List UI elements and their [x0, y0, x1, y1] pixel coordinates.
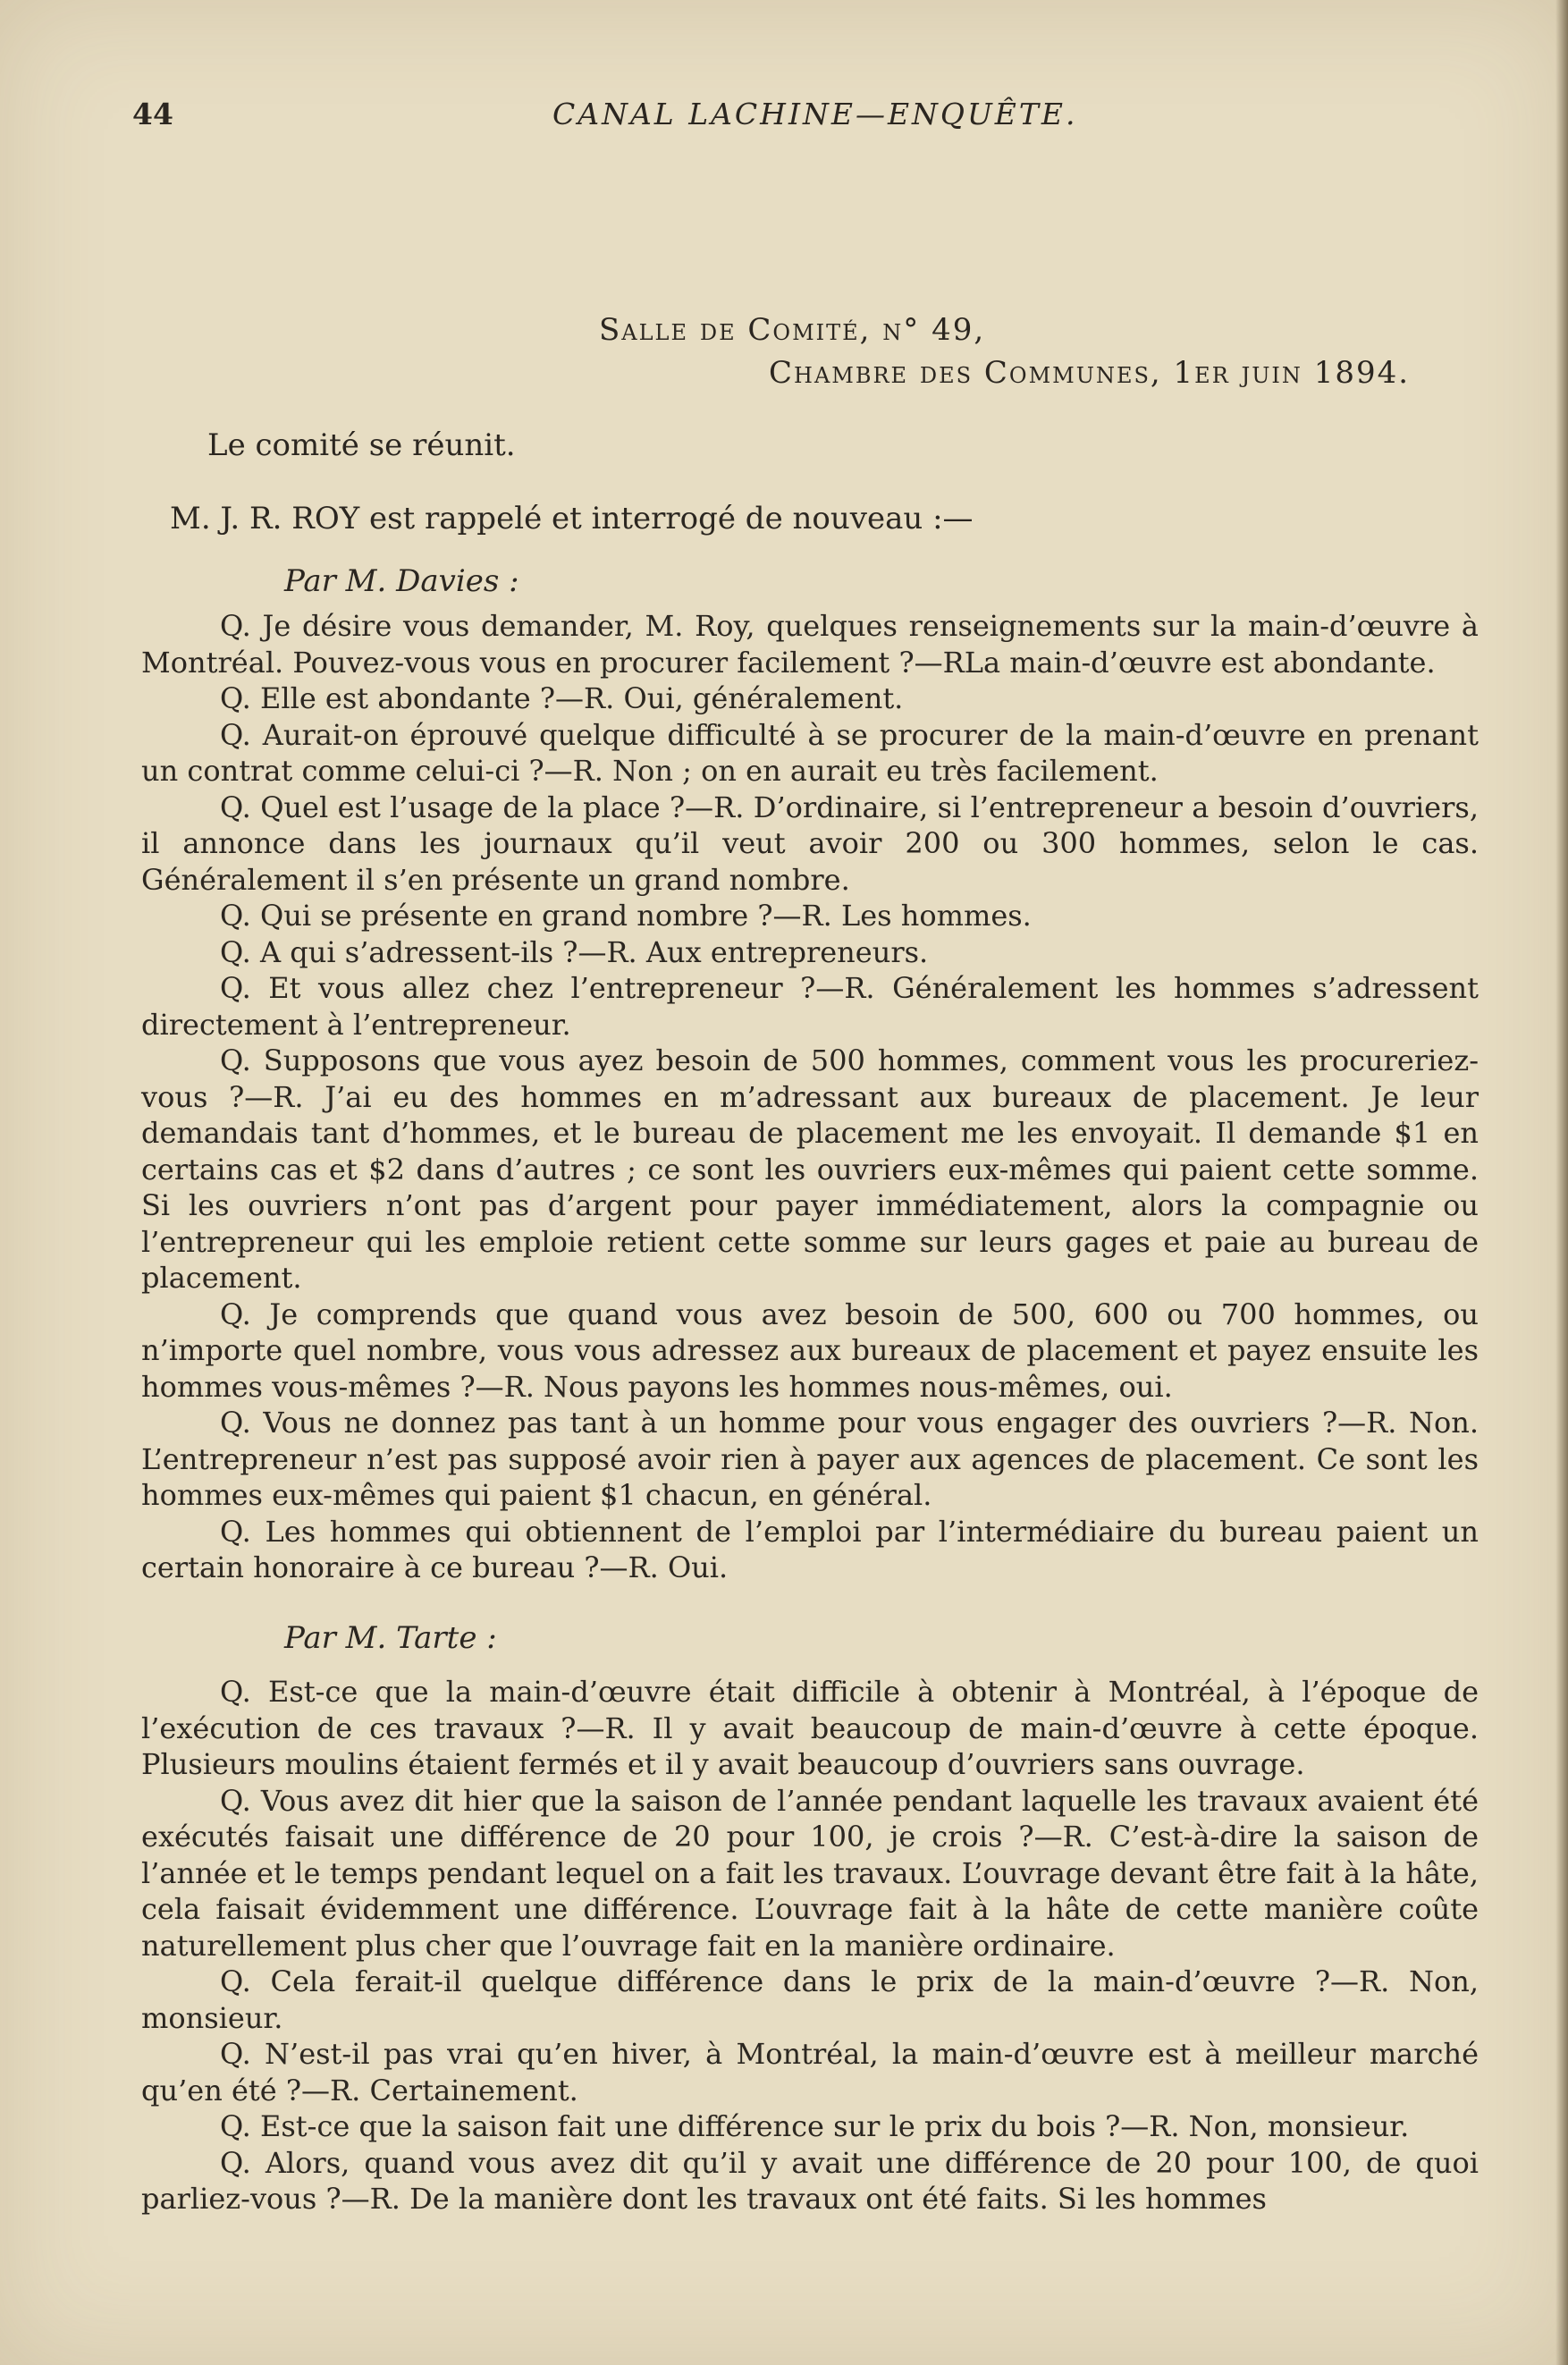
qa-paragraph: Q. Quel est l’usage de la place ?—R. D’ordinaire, si l’entrepreneur a besoin d’ouvriers, il annonce dans les journaux qu’il veut avoir 200 ou 300 hommes, selon le cas. Généralement il s’en présente un grand nombre. [141, 790, 1479, 897]
qa-paragraph: Q. Qui se présente en grand nombre ?—R. Les hommes. [220, 899, 1032, 933]
qa-paragraph: Q. Aurait-on éprouvé quelque difficulté à se procurer de la main-d’œuvre en prenant un contrat comme celui-ci ?—R. Non ; on en aurait eu très facilement. [141, 717, 1479, 788]
qa-paragraph: Q. A qui s’adressent-ils ?—R. Aux entrepreneurs. [220, 934, 929, 969]
qa-paragraph: Q. Je désire vous demander, M. Roy, quelques renseignements sur la main-d’œuvre à Montréal. Pouvez-vous vous en procurer facilement ?—RLa main-d’œuvre est abondante. [141, 609, 1479, 680]
qa-paragraph: Q. Est-ce que la saison fait une différence sur le prix du bois ?—R. Non, monsieur. [220, 2109, 1410, 2143]
page-edge-shadow [1555, 0, 1568, 2365]
running-header [132, 97, 1473, 132]
qa-paragraph: Q. Alors, quand vous avez dit qu’il y avait une différence de 20 pour 100, de quoi parliez-vous ?—R. De la manière dont les travaux ont été faits. Si les hommes [141, 2145, 1479, 2216]
session-date: Chambre des Communes, 1er juin 1894. [769, 355, 1411, 391]
tarte-questions [141, 1674, 1479, 2217]
qa-paragraph: Q. Supposons que vous ayez besoin de 500 hommes, comment vous les procureriez-vous ?—R. J’ai eu des hommes en m’adressant aux bureaux de placement. Je leur demandais tant d’hommes, et le bureau de placement me les envoyait. Il demande $1 en certains cas et $2 dans d’autres ; ce sont les ouvriers eux-mêmes qui paient cette somme. Si les ouvriers n’ont pas d’argent pour payer immédiatement, alors la compagnie ou l’entrepreneur qui les emploie retient cette somme sur leurs gages et paie au bureau de placement. [141, 1043, 1479, 1295]
examiner-tarte-heading: Par M. Tarte : [284, 1620, 497, 1656]
session-location: Salle de Comité, n° 49, [599, 312, 986, 348]
qa-paragraph: Q. Vous ne donnez pas tant à un homme pour vous engager des ouvriers ?—R. Non. L’entrepreneur n’est pas supposé avoir rien à payer aux agences de placement. Ce sont les hommes eux-mêmes qui paient $1 chacun, en général. [141, 1406, 1479, 1512]
running-title: CANAL LACHINE—ENQUÊTE. [552, 97, 1078, 131]
qa-paragraph: Q. Est-ce que la main-d’œuvre était difficile à obtenir à Montréal, à l’époque de l’exécution de ces travaux ?—R. Il y avait beaucoup de main-d’œuvre à cette époque. Plusieurs moulins étaient fermés et il y avait beaucoup d’ouvriers sans ouvrage. [141, 1675, 1479, 1781]
davies-questions [141, 608, 1479, 1586]
qa-paragraph: Q. Elle est abondante ?—R. Oui, généralement. [220, 681, 904, 715]
witness-recalled-line: M. J. R. ROY est rappelé et interrogé de nouveau :— [170, 501, 974, 536]
qa-paragraph: Q. Je comprends que quand vous avez besoin de 500, 600 ou 700 hommes, ou n’importe quel nombre, vous vous adressez aux bureaux de placement et payez ensuite les hommes vous-mêmes ?—R. Nous payons les hommes nous-mêmes, oui. [141, 1297, 1479, 1404]
page-number: 44 [132, 97, 173, 131]
qa-paragraph: Q. Cela ferait-il quelque différence dans le prix de la main-d’œuvre ?—R. Non, monsieur. [141, 1964, 1479, 2035]
session-heading [599, 308, 1410, 394]
qa-paragraph: Q. Et vous allez chez l’entrepreneur ?—R. Généralement les hommes s’adressent directement à l’entrepreneur. [141, 971, 1479, 1042]
qa-paragraph: Q. N’est-il pas vrai qu’en hiver, à Montréal, la main-d’œuvre est à meilleur marché qu’en été ?—R. Certainement. [141, 2037, 1479, 2107]
examiner-davies-heading: Par M. Davies : [284, 563, 519, 599]
qa-paragraph: Q. Vous avez dit hier que la saison de l’année pendant laquelle les travaux avaient été exécutés faisait une différence de 20 pour 100, je crois ?—R. C’est-à-dire la saison de l’année et le temps pendant lequel on a fait les travaux. L’ouvrage devant être fait à la hâte, cela faisait évidemment une différence. L’ouvrage fait à la hâte de cette manière coûte naturellement plus cher que l’ouvrage fait en la manière ordinaire. [141, 1783, 1479, 1963]
committee-meets-line: Le comité se réunit. [207, 427, 516, 463]
qa-paragraph: Q. Les hommes qui obtiennent de l’emploi par l’intermédiaire du bureau paient un certain honoraire à ce bureau ?—R. Oui. [141, 1514, 1479, 1584]
